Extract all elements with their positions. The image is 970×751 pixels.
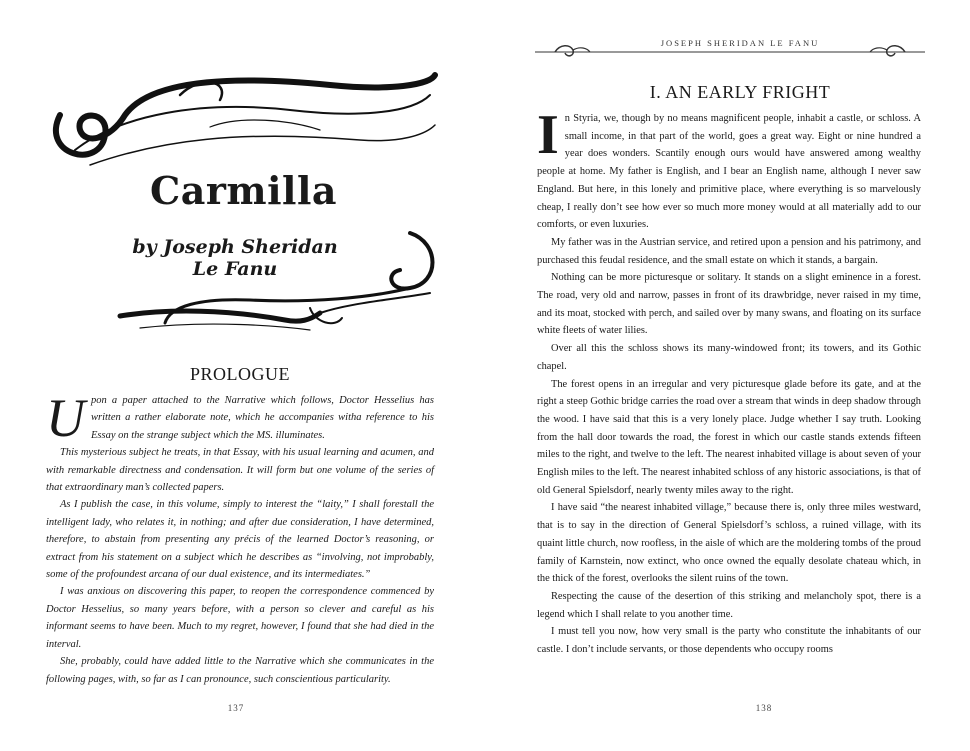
section-heading: PROLOGUE <box>189 364 290 384</box>
paragraph: I have said “the nearest inhabited village,” because there is, only three miles westward, that is to say in the direction of General Spielsdorf’s schloss, a ruined village, with its quaint little church, now roofless, in the aisle of which are the moldering tombs of the proud family of Karnstein, now extinct, who once owned the equally desolate chateau which, in the thick of the forest, overlooks the silent ruins of the town. <box>537 502 921 585</box>
paragraph: This mysterious subject he treats, in that Essay, with his usual learning and acumen, and with remarkable directness and condensation. It will form but one volume of the series of that extraordinary man’s collected papers. <box>46 447 434 494</box>
paragraph: Upon a paper attached to the Narrative which follows, Doctor Hesselius has written a rather elaborate note, which he accompanies witha reference to his Essay on the strange subject which the MS. illuminates. <box>46 388 434 448</box>
book-author-line: by Joseph Sheridan Le Fanu <box>132 236 338 280</box>
page-number: 138 <box>755 703 773 713</box>
drop-cap: I <box>537 104 559 166</box>
running-head: JOSEPH SHERIDAN LE FANU <box>660 38 820 48</box>
paragraph: My father was in the Austrian service, and retired upon a pension and his patrimony, and purchased this feudal residence, and the small estate on which it stands, a bargain. <box>537 236 921 266</box>
ornamental-flourish-top <box>30 55 450 175</box>
paragraph: She, probably, could have added little to the Narrative which she communicates in the following pages, with, so far as I can pronounce, such conscientious particularity. <box>46 656 434 685</box>
paragraph: As I publish the case, in this volume, simply to interest the “laity,” I shall forestall the intelligent lady, who relates it, in nothing; and after due consideration, I have determined, therefore, to abstain from presenting any précis of the learned Doctor’s reasoning, or extract from his statement on a subject which he describes as “involving, not improbably, some of the profoundest arcana of our dual existence, and its intermediates.” <box>46 499 434 581</box>
paragraph: Respecting the cause of the desertion of this striking and melancholy spot, there is a legend which I shall relate to you another time. <box>537 590 921 620</box>
header-ornamental-rule <box>535 42 925 62</box>
paragraph: Over all this the schloss shows its many-windowed front; its towers, and its Gothic chapel. <box>537 343 921 372</box>
prologue-text <box>46 388 434 688</box>
paragraph: In Styria, we, though by no means magnificent people, inhabit a castle, or schloss. A small income, in that part of the world, goes a great way. Eight or nine hundred a year does wonders. Scantily enough ours would have answered among wealthy people at home. My father is English, and I bear an English name, although I never saw England. But here, in this lonely and primitive place, where everything is so marvelously cheap, I really don’t see how ever so much more money would at all materially add to our comforts, or even luxuries. <box>537 104 921 231</box>
chapter-text <box>537 104 921 659</box>
paragraph: The forest opens in an irregular and very picturesque glade before its gate, and at the right a steep Gothic bridge carries the road over a stream that winds in deep shadow through the wood. I have said that this is a very lonely place. Judge whether I say truth. Looking from the hall door towards the road, the forest in which our castle stands extends fifteen miles to the right, and twelve to the left. The nearest inhabited village is about seven of your English miles to the left. The nearest inhabited schloss of any historic associations, is that of old General Spielsdorf, nearly twenty miles away to the right. <box>537 378 921 496</box>
paragraph: I must tell you now, how very small is the party who constitute the inhabitants of our castle. I don’t include servants, or those dependents who occupy rooms <box>537 626 921 656</box>
chapter-heading: I. AN EARLY FRIGHT <box>649 82 831 102</box>
paragraph: Nothing can be more picturesque or solitary. It stands on a slight eminence in a forest. The road, very old and narrow, passes in front of its drawbridge, never raised in my time, and its moat, stocked with perch, and sailed over by many swans, and floating on its surface white fleets of water lilies. <box>537 272 921 337</box>
page-number: 137 <box>227 703 245 713</box>
paragraph: I was anxious on discovering this paper, to reopen the correspondence commenced by Doctor Hesselius, so many years before, with a person so clever and careful as his informant seems to have been. Much to my regret, however, I found that she had died in the interval. <box>46 586 434 650</box>
right-page <box>485 0 970 751</box>
drop-cap: U <box>46 388 85 448</box>
book-title: Carmilla <box>150 168 338 213</box>
